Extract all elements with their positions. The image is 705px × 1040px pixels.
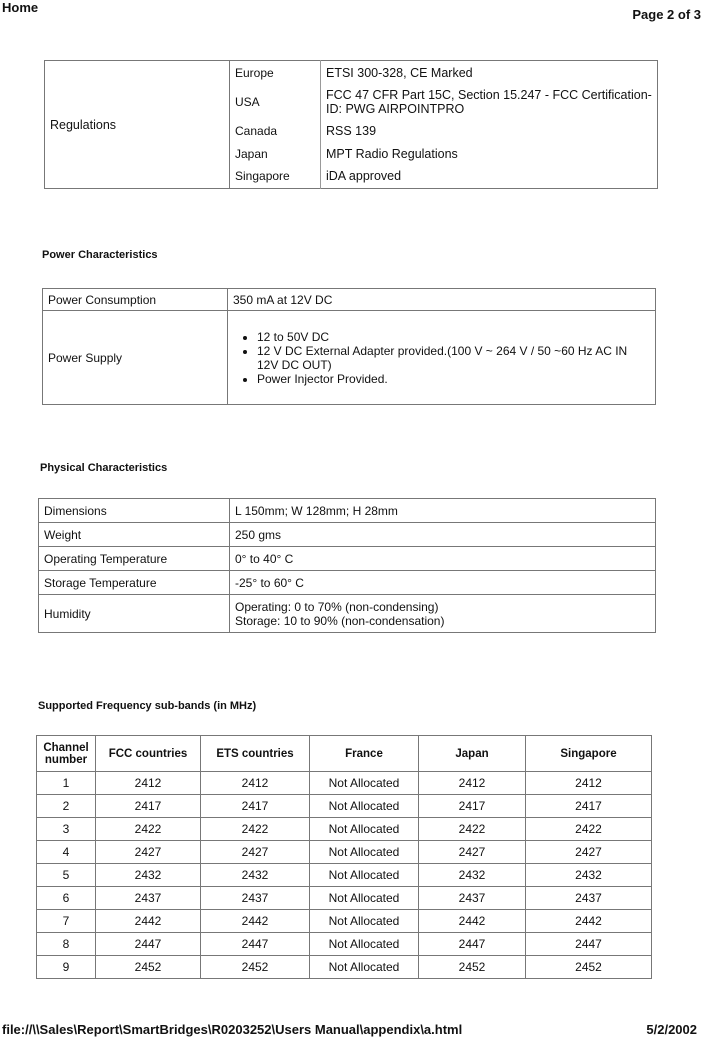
reg-country: Japan bbox=[230, 143, 321, 165]
freq-cell: 2412 bbox=[419, 772, 526, 795]
freq-cell: 2417 bbox=[201, 795, 310, 818]
freq-cell: 2427 bbox=[419, 841, 526, 864]
table-row bbox=[37, 887, 652, 910]
reg-country: Europe bbox=[230, 61, 321, 85]
freq-cell: Not Allocated bbox=[310, 887, 419, 910]
freq-header: France bbox=[310, 736, 419, 772]
table-row bbox=[37, 956, 652, 979]
freq-cell: 2417 bbox=[526, 795, 652, 818]
freq-cell: 2452 bbox=[96, 956, 201, 979]
file-path: file://\\Sales\Report\SmartBridges\R0203252\Users Manual\appendix\a.html bbox=[2, 1022, 463, 1037]
freq-cell: 2442 bbox=[526, 910, 652, 933]
freq-cell: 7 bbox=[37, 910, 96, 933]
freq-cell: Not Allocated bbox=[310, 864, 419, 887]
freq-cell: 2447 bbox=[96, 933, 201, 956]
freq-cell: 2452 bbox=[419, 956, 526, 979]
freq-cell: 2437 bbox=[419, 887, 526, 910]
freq-cell: 2427 bbox=[526, 841, 652, 864]
freq-cell: Not Allocated bbox=[310, 841, 419, 864]
freq-cell: 2437 bbox=[201, 887, 310, 910]
freq-cell: 2447 bbox=[419, 933, 526, 956]
freq-cell: Not Allocated bbox=[310, 818, 419, 841]
freq-cell: 2452 bbox=[201, 956, 310, 979]
physical-value: L 150mm; W 128mm; H 28mm bbox=[230, 499, 656, 523]
humidity-storage: Storage: 10 to 90% (non-condensation) bbox=[235, 613, 445, 628]
freq-cell: 9 bbox=[37, 956, 96, 979]
table-row bbox=[37, 933, 652, 956]
power-supply-label: Power Supply bbox=[43, 311, 228, 405]
reg-country: Singapore bbox=[230, 165, 321, 189]
reg-value: RSS 139 bbox=[326, 123, 377, 138]
table-row bbox=[37, 841, 652, 864]
freq-cell: 2432 bbox=[526, 864, 652, 887]
freq-cell: 1 bbox=[37, 772, 96, 795]
power-consumption-value: 350 mA at 12V DC bbox=[228, 289, 656, 311]
freq-header: ETS countries bbox=[201, 736, 310, 772]
regulations-label: Regulations bbox=[45, 61, 230, 189]
page-indicator: Page 2 of 3 bbox=[632, 7, 701, 22]
freq-cell: 2452 bbox=[526, 956, 652, 979]
humidity-value bbox=[230, 595, 656, 633]
table-row bbox=[37, 795, 652, 818]
freq-cell: Not Allocated bbox=[310, 772, 419, 795]
freq-cell: Not Allocated bbox=[310, 933, 419, 956]
physical-section-title: Physical Characteristics bbox=[40, 462, 168, 474]
humidity-operating: Operating: 0 to 70% (non-condensing) bbox=[235, 599, 439, 614]
reg-value: FCC 47 CFR Part 15C, Section 15.247 - FCC Certification- ID: PWG AIRPOINTPRO bbox=[326, 87, 652, 116]
freq-cell: 2447 bbox=[526, 933, 652, 956]
freq-cell: 2437 bbox=[526, 887, 652, 910]
freq-cell: 2427 bbox=[201, 841, 310, 864]
frequency-section-title: Supported Frequency sub-bands (in MHz) bbox=[38, 700, 257, 712]
freq-cell: 2422 bbox=[201, 818, 310, 841]
reg-value: MPT Radio Regulations bbox=[326, 146, 458, 161]
freq-cell: 2427 bbox=[96, 841, 201, 864]
reg-value: iDA approved bbox=[326, 169, 402, 184]
freq-cell: 2412 bbox=[201, 772, 310, 795]
freq-cell: 2432 bbox=[419, 864, 526, 887]
reg-country: USA bbox=[230, 85, 321, 119]
freq-cell: 2417 bbox=[96, 795, 201, 818]
power-supply-value bbox=[228, 311, 656, 405]
freq-cell: 4 bbox=[37, 841, 96, 864]
physical-value: -25° to 60° C bbox=[230, 571, 656, 595]
freq-cell: 2422 bbox=[96, 818, 201, 841]
physical-value: 0° to 40° C bbox=[230, 547, 656, 571]
freq-cell: 5 bbox=[37, 864, 96, 887]
freq-cell: 2447 bbox=[201, 933, 310, 956]
reg-country: Canada bbox=[230, 119, 321, 143]
freq-cell: 2432 bbox=[201, 864, 310, 887]
power-consumption-label: Power Consumption bbox=[43, 289, 228, 311]
power-table bbox=[42, 288, 656, 405]
physical-label: Dimensions bbox=[39, 499, 230, 523]
freq-cell: 2422 bbox=[526, 818, 652, 841]
print-date: 5/2/2002 bbox=[646, 1022, 697, 1037]
freq-cell: Not Allocated bbox=[310, 956, 419, 979]
table-row bbox=[37, 864, 652, 887]
power-section-title: Power Characteristics bbox=[42, 249, 158, 261]
frequency-table bbox=[36, 735, 652, 979]
freq-cell: 2 bbox=[37, 795, 96, 818]
physical-label: Storage Temperature bbox=[39, 571, 230, 595]
physical-value: 250 gms bbox=[230, 523, 656, 547]
regulations-table bbox=[44, 60, 658, 189]
freq-header: FCC countries bbox=[96, 736, 201, 772]
table-row bbox=[37, 818, 652, 841]
freq-cell: 2422 bbox=[419, 818, 526, 841]
freq-cell: 2442 bbox=[96, 910, 201, 933]
reg-value: ETSI 300-328, CE Marked bbox=[326, 65, 473, 80]
freq-cell: 3 bbox=[37, 818, 96, 841]
freq-header: Singapore bbox=[526, 736, 652, 772]
freq-cell: 2437 bbox=[96, 887, 201, 910]
freq-cell: 2442 bbox=[419, 910, 526, 933]
power-supply-item: • 12 V DC External Adapter provided.(100 V ~ 264 V / 50 ~60 Hz AC IN 12V DC OUT) bbox=[257, 344, 650, 372]
physical-table bbox=[38, 498, 656, 633]
freq-header: Channel number bbox=[37, 736, 96, 772]
freq-cell: 2412 bbox=[526, 772, 652, 795]
power-supply-item: • 12 to 50V DC bbox=[257, 330, 650, 344]
freq-cell: Not Allocated bbox=[310, 795, 419, 818]
power-supply-item: • Power Injector Provided. bbox=[257, 372, 650, 386]
freq-cell: 6 bbox=[37, 887, 96, 910]
physical-label: Operating Temperature bbox=[39, 547, 230, 571]
freq-cell: 2442 bbox=[201, 910, 310, 933]
physical-label: Weight bbox=[39, 523, 230, 547]
freq-cell: Not Allocated bbox=[310, 910, 419, 933]
freq-cell: 2432 bbox=[96, 864, 201, 887]
table-row bbox=[37, 772, 652, 795]
freq-header: Japan bbox=[419, 736, 526, 772]
home-link[interactable]: Home bbox=[2, 0, 39, 15]
humidity-label: Humidity bbox=[39, 595, 230, 633]
freq-cell: 8 bbox=[37, 933, 96, 956]
table-row bbox=[37, 910, 652, 933]
freq-cell: 2412 bbox=[96, 772, 201, 795]
freq-cell: 2417 bbox=[419, 795, 526, 818]
